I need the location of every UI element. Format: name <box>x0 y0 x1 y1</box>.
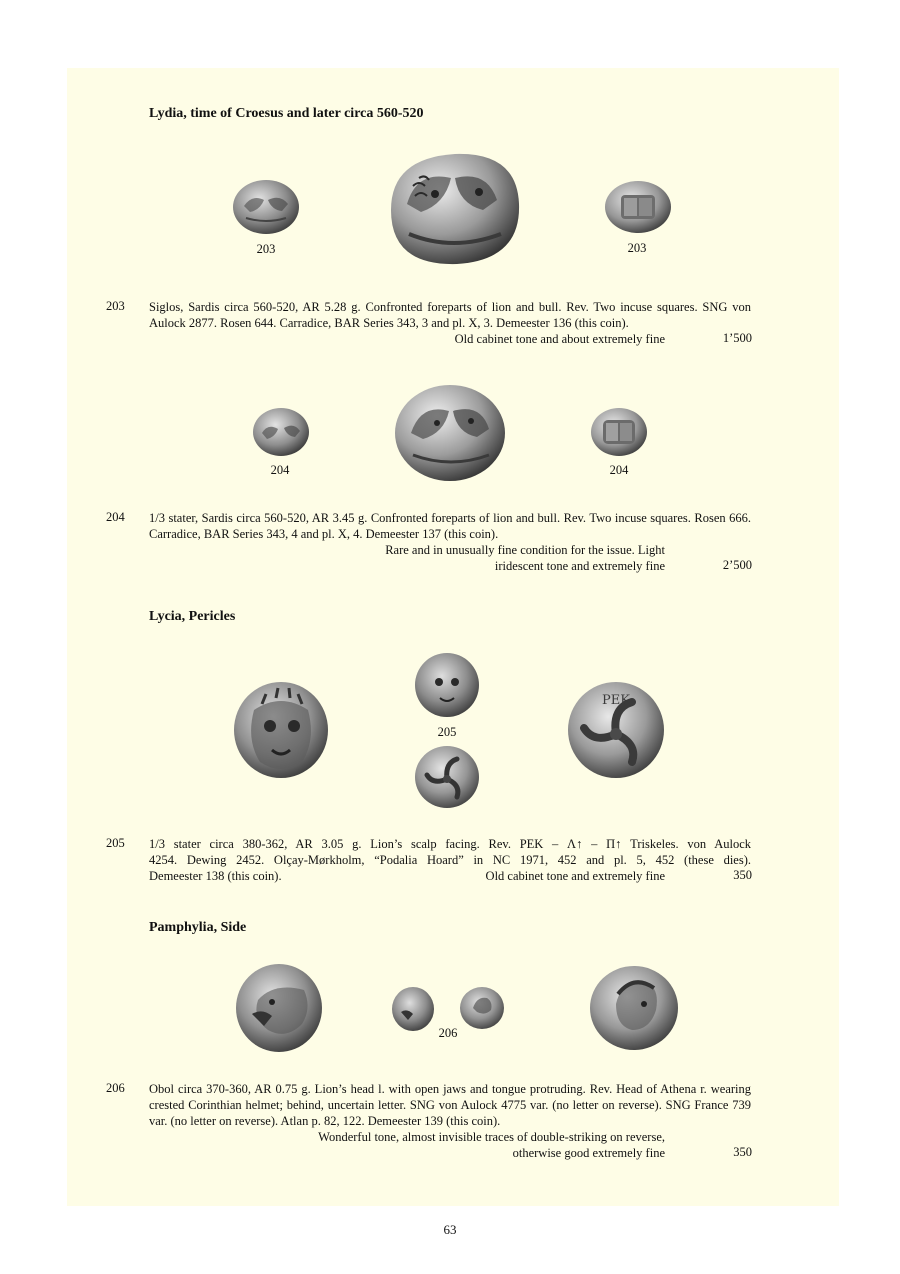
coin-205-obverse-photo <box>414 652 480 718</box>
lot-number: 206 <box>106 1081 125 1095</box>
coin-205-reverse-photo <box>414 745 480 809</box>
coin-legend: PEK <box>602 693 630 708</box>
section-heading-lydia: Lydia, time of Croesus and later circa 560-520 <box>149 106 424 121</box>
lot-condition: Wonderful tone, almost invisible traces of double-striking on reverse, <box>318 1130 665 1144</box>
section-heading-lycia: Lycia, Pericles <box>149 609 236 624</box>
coin-205-reverse-enlarged-photo <box>566 680 666 780</box>
coin-caption: 205 <box>437 725 457 739</box>
lot-price: 1’500 <box>722 331 752 345</box>
lot-price: 350 <box>733 1145 752 1159</box>
lot-condition: Old cabinet tone and extremely fine <box>485 869 665 883</box>
lot-number: 204 <box>106 510 125 524</box>
coin-203-reverse-photo <box>604 179 672 235</box>
coin-caption: 203 <box>627 241 647 255</box>
lot-number: 205 <box>106 836 125 850</box>
coin-caption: 204 <box>270 463 290 477</box>
coin-caption: 204 <box>609 463 629 477</box>
lot-number: 203 <box>106 299 125 313</box>
lot-condition: otherwise good extremely fine <box>512 1146 665 1160</box>
lot-price: 350 <box>733 868 752 882</box>
coin-205-obverse-enlarged-photo <box>232 680 330 780</box>
lot-description: Obol circa 370-360, AR 0.75 g. Lion’s head l. with open jaws and tongue protruding. Rev. Head of Athena r. wearing crested Corinthian helmet; behind, uncertain letter. SNG von Aulock 4775 var. (no letter on reverse). SNG France 739 var. (no letter on reverse). Atlan p. 82, 122. Demeester 139 (this coin). <box>149 1082 751 1128</box>
coin-206-reverse-photo <box>459 986 505 1030</box>
coin-caption: 203 <box>256 242 276 256</box>
lot-condition: iridescent tone and extremely fine <box>494 559 665 573</box>
coin-caption: 206 <box>438 1026 458 1040</box>
lot-condition: Rare and in unusually fine condition for the issue. Light <box>385 543 665 557</box>
coin-203-obverse-photo <box>232 178 300 236</box>
lot-price: 2’500 <box>722 558 752 572</box>
lot-description: Siglos, Sardis circa 560-520, AR 5.28 g. Confronted foreparts of lion and bull. Rev. Two incuse squares. SNG von Aulock 2877. Rosen 644. Carradice, BAR Series 343, 3 and pl. X, 3. Demeester 136 (this coin). <box>149 300 751 330</box>
coin-206-reverse-enlarged-photo <box>588 964 680 1052</box>
coin-204-enlarged-photo <box>393 383 507 483</box>
coin-206-obverse-enlarged-photo <box>234 962 324 1054</box>
page-number: 63 <box>443 1222 457 1237</box>
coin-203-enlarged-photo <box>385 150 521 266</box>
coin-204-obverse-photo <box>252 407 310 457</box>
lot-description: 1/3 stater, Sardis circa 560-520, AR 3.45 g. Confronted foreparts of lion and bull. Rev. Two incuse squares. Rosen 666. Carradice, BAR Series 343, 4 and pl. X, 4. Demeester 137 (this coin). <box>149 511 751 541</box>
lot-description: 1/3 stater circa 380-362, AR 3.05 g. Lion’s scalp facing. Rev. PEK – Λ↑ – Π↑ Triskeles. von Aulock 4254. Dewing 2452. Olçay-Mørkholm, “Podalia Hoard” in NC 1971, 452 and pl. 5, 452 (these dies). Demeester 138 (this coin). <box>149 837 751 883</box>
coin-204-reverse-photo <box>590 407 648 457</box>
lot-condition: Old cabinet tone and about extremely fine <box>454 332 665 346</box>
section-heading-pamphylia: Pamphylia, Side <box>149 920 247 935</box>
